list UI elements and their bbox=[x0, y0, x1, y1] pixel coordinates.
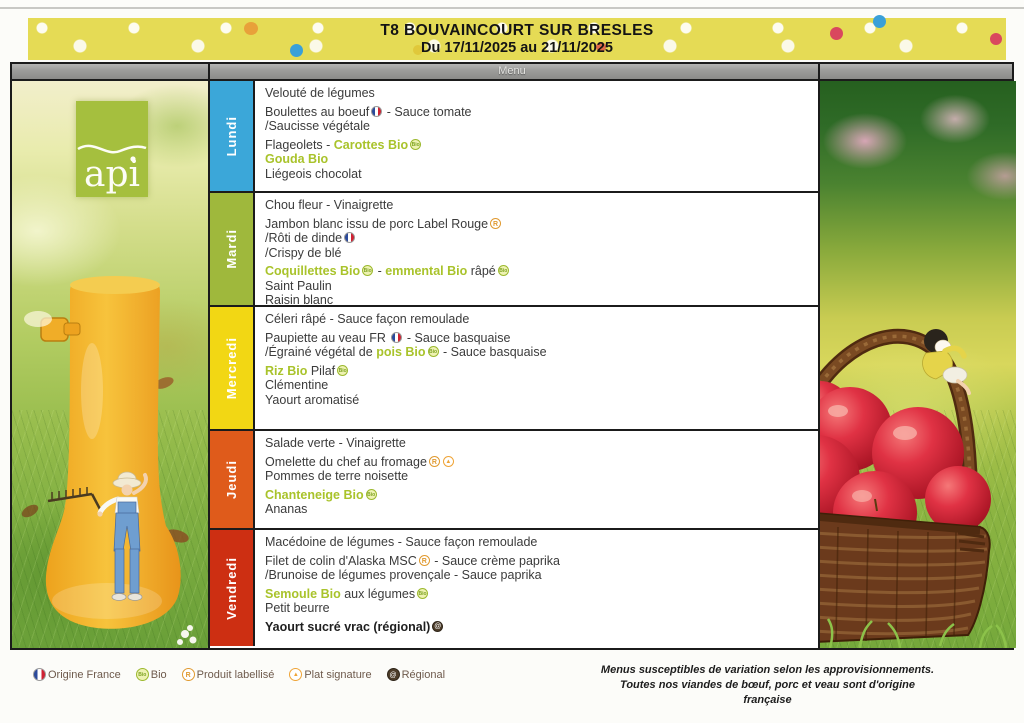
bio-icon: Bio bbox=[362, 265, 373, 276]
menu-item-text: /Égrainé végétal de bbox=[265, 345, 377, 359]
bio-icon: Bio bbox=[366, 489, 377, 500]
menu-line bbox=[265, 167, 814, 182]
day-menu-items bbox=[255, 530, 818, 646]
menu-item-text: Yaourt sucré vrac (régional) bbox=[265, 619, 431, 634]
day-tab-label: Mardi bbox=[224, 229, 239, 269]
menu-row-mercredi bbox=[210, 305, 818, 429]
legend-item-bio bbox=[136, 668, 167, 681]
bio-icon: Bio bbox=[417, 588, 428, 599]
menu-row-mardi bbox=[210, 191, 818, 305]
menu-item-text: Raisin blanc bbox=[265, 293, 334, 305]
header-band bbox=[28, 18, 1006, 60]
day-tab-label: Mercredi bbox=[224, 336, 239, 400]
menu-item-text: Filet de colin d'Alaska MSC bbox=[265, 553, 417, 568]
menu-line bbox=[265, 455, 814, 470]
menu-line bbox=[265, 393, 814, 408]
left-photo-panel bbox=[12, 81, 208, 648]
menu-line bbox=[265, 469, 814, 484]
menu-row-vendredi bbox=[210, 528, 818, 646]
menu-table bbox=[10, 62, 1014, 650]
menu-item-text: Carottes Bio bbox=[333, 137, 409, 152]
legend bbox=[33, 668, 445, 681]
menu-item-text: Boulettes au boeuf bbox=[265, 104, 370, 119]
menu-item-text: Chanteneige Bio bbox=[265, 487, 364, 502]
origine-france-icon bbox=[344, 232, 355, 243]
menu-item-text: Céleri râpé - Sauce façon remoulade bbox=[265, 312, 470, 326]
day-tab-mercredi bbox=[210, 307, 255, 429]
menu-item-text: - Sauce crème paprika bbox=[430, 553, 560, 568]
menu-line bbox=[265, 345, 814, 360]
legend-label: Régional bbox=[401, 668, 446, 681]
menu-item-text: - Sauce basquaise bbox=[403, 330, 511, 345]
menu-line bbox=[265, 601, 814, 616]
legend-label: Produit labellisé bbox=[196, 668, 275, 681]
day-tab-vendredi bbox=[210, 530, 255, 646]
menu-item-text: Chou fleur - Vinaigrette bbox=[265, 198, 394, 212]
day-menu-items bbox=[255, 193, 818, 305]
api-logo-text: api bbox=[83, 154, 141, 195]
date-range: Du 17/11/2025 au 21/11/2025 bbox=[421, 40, 613, 56]
bio-icon: Bio bbox=[498, 265, 509, 276]
menu-item-text: - Sauce basquaise bbox=[439, 345, 547, 359]
menu-item-text: emmental Bio bbox=[385, 264, 468, 278]
menu-item-text: Yaourt aromatisé bbox=[265, 392, 360, 407]
footer-note bbox=[595, 663, 940, 708]
legend-label: Plat signature bbox=[304, 668, 372, 681]
menu-column-header-label: Menu bbox=[498, 65, 526, 77]
origine-france-icon bbox=[391, 332, 402, 343]
apple-basket-illustration bbox=[820, 81, 1016, 648]
menu-item-text: aux légumes bbox=[340, 586, 416, 601]
regional-icon: @ bbox=[434, 622, 442, 630]
menu-line bbox=[265, 138, 814, 153]
footer-note-line2: Toutes nos viandes de bœuf, porc et veau sont d'origine française bbox=[620, 679, 915, 706]
menu-item-text: /Rôti de dinde bbox=[265, 231, 343, 245]
plat-signature-icon: ▲ bbox=[443, 456, 454, 467]
menu-line bbox=[265, 568, 814, 583]
bio-icon: Bio bbox=[428, 346, 439, 357]
api-logo bbox=[76, 101, 148, 197]
menu-item-text: Gouda Bio bbox=[265, 152, 329, 166]
origine-france-icon bbox=[371, 106, 382, 117]
child-climbing-drawing bbox=[923, 329, 969, 393]
menu-line bbox=[265, 105, 814, 120]
menu-item-text: Paupiette au veau FR bbox=[265, 330, 390, 345]
menu-item-text: Clémentine bbox=[265, 378, 329, 392]
menu-item-text: Coquillettes Bio bbox=[265, 264, 361, 278]
labellise-icon: R bbox=[182, 668, 195, 681]
menu-line bbox=[265, 264, 814, 279]
menu-line bbox=[265, 378, 814, 393]
origine-france-icon bbox=[33, 668, 46, 681]
menu-line bbox=[265, 331, 814, 346]
legend-item-labellise bbox=[182, 668, 275, 681]
labellise-icon: R bbox=[429, 456, 440, 467]
day-tab-jeudi bbox=[210, 431, 255, 528]
day-tab-label: Jeudi bbox=[224, 460, 239, 499]
menu-line bbox=[265, 587, 814, 602]
page-title: T8 BOUVAINCOURT SUR BRESLES bbox=[380, 22, 654, 39]
menu-line bbox=[265, 502, 814, 517]
menu-line bbox=[265, 488, 814, 503]
right-photo-panel bbox=[820, 81, 1016, 648]
menu-item-text: /Crispy de blé bbox=[265, 245, 342, 260]
menu-item-text: /Saucisse végétale bbox=[265, 119, 370, 133]
labellise-icon: R bbox=[419, 555, 430, 566]
menu-item-text: Saint Paulin bbox=[265, 278, 332, 293]
menu-line bbox=[265, 86, 814, 101]
day-menu-items bbox=[255, 81, 818, 191]
menu-item-text: Jambon blanc issu de porc Label Rouge bbox=[265, 216, 489, 231]
menu-line bbox=[265, 436, 814, 451]
menu-line bbox=[265, 119, 814, 134]
scan-edge-line bbox=[0, 7, 1024, 9]
day-tab-label: Vendredi bbox=[224, 556, 239, 620]
day-tab-lundi bbox=[210, 81, 255, 191]
menu-row-jeudi bbox=[210, 429, 818, 528]
menu-line bbox=[265, 246, 814, 261]
menu-line bbox=[265, 364, 814, 379]
menu-line bbox=[265, 620, 814, 635]
legend-item-plat-signature bbox=[289, 668, 371, 681]
menu-line bbox=[265, 554, 814, 569]
bio-icon: Bio bbox=[136, 668, 149, 681]
menu-item-text: Pilaf bbox=[307, 363, 336, 378]
day-tab-label: Lundi bbox=[224, 115, 239, 157]
menu-item-text: - bbox=[374, 264, 386, 278]
legend-item-regional bbox=[387, 668, 445, 681]
menu-item-text: Salade verte - Vinaigrette bbox=[265, 436, 406, 450]
menu-line bbox=[265, 312, 814, 327]
menu-item-text: râpé bbox=[467, 264, 496, 278]
menu-rows bbox=[210, 81, 818, 648]
labellise-icon: R bbox=[490, 218, 501, 229]
menu-line bbox=[265, 217, 814, 232]
menu-column-header bbox=[12, 64, 1012, 81]
day-menu-items bbox=[255, 431, 818, 528]
menu-line bbox=[265, 231, 814, 246]
menu-item-text: Pommes de terre noisette bbox=[265, 469, 409, 483]
menu-item-text: Semoule Bio bbox=[265, 586, 341, 601]
menu-line bbox=[265, 535, 814, 550]
menu-line bbox=[265, 293, 814, 305]
bio-icon: Bio bbox=[337, 365, 348, 376]
menu-item-text: Petit beurre bbox=[265, 601, 330, 615]
legend-label: Bio bbox=[150, 668, 167, 681]
menu-line bbox=[265, 279, 814, 294]
regional-icon: @ bbox=[387, 668, 400, 681]
bio-icon: Bio bbox=[410, 139, 421, 150]
menu-item-text: Omelette du chef au fromage bbox=[265, 454, 427, 469]
menu-item-text: Flageolets - bbox=[265, 137, 334, 152]
menu-line bbox=[265, 198, 814, 213]
menu-line bbox=[265, 152, 814, 167]
plat-signature-icon: ▲ bbox=[289, 668, 302, 681]
day-tab-mardi bbox=[210, 193, 255, 305]
menu-item-text: Velouté de légumes bbox=[265, 86, 375, 100]
white-flowers bbox=[177, 625, 197, 645]
legend-item-origine-france bbox=[33, 668, 121, 681]
menu-row-lundi bbox=[210, 81, 818, 191]
menu-item-text: Macédoine de légumes - Sauce façon remoulade bbox=[265, 535, 538, 549]
menu-item-text: /Brunoise de légumes provençale - Sauce paprika bbox=[265, 568, 542, 582]
menu-item-text: Riz Bio bbox=[265, 363, 308, 378]
legend-label: Origine France bbox=[48, 668, 121, 681]
menu-item-text: Ananas bbox=[265, 502, 308, 516]
menu-item-text: - Sauce tomate bbox=[383, 104, 472, 119]
menu-item-text: Liégeois chocolat bbox=[265, 166, 362, 181]
day-menu-items bbox=[255, 307, 818, 429]
menu-item-text: pois Bio bbox=[376, 345, 426, 359]
footer-note-line1: Menus susceptibles de variation selon les approvisionnements. bbox=[600, 664, 935, 676]
